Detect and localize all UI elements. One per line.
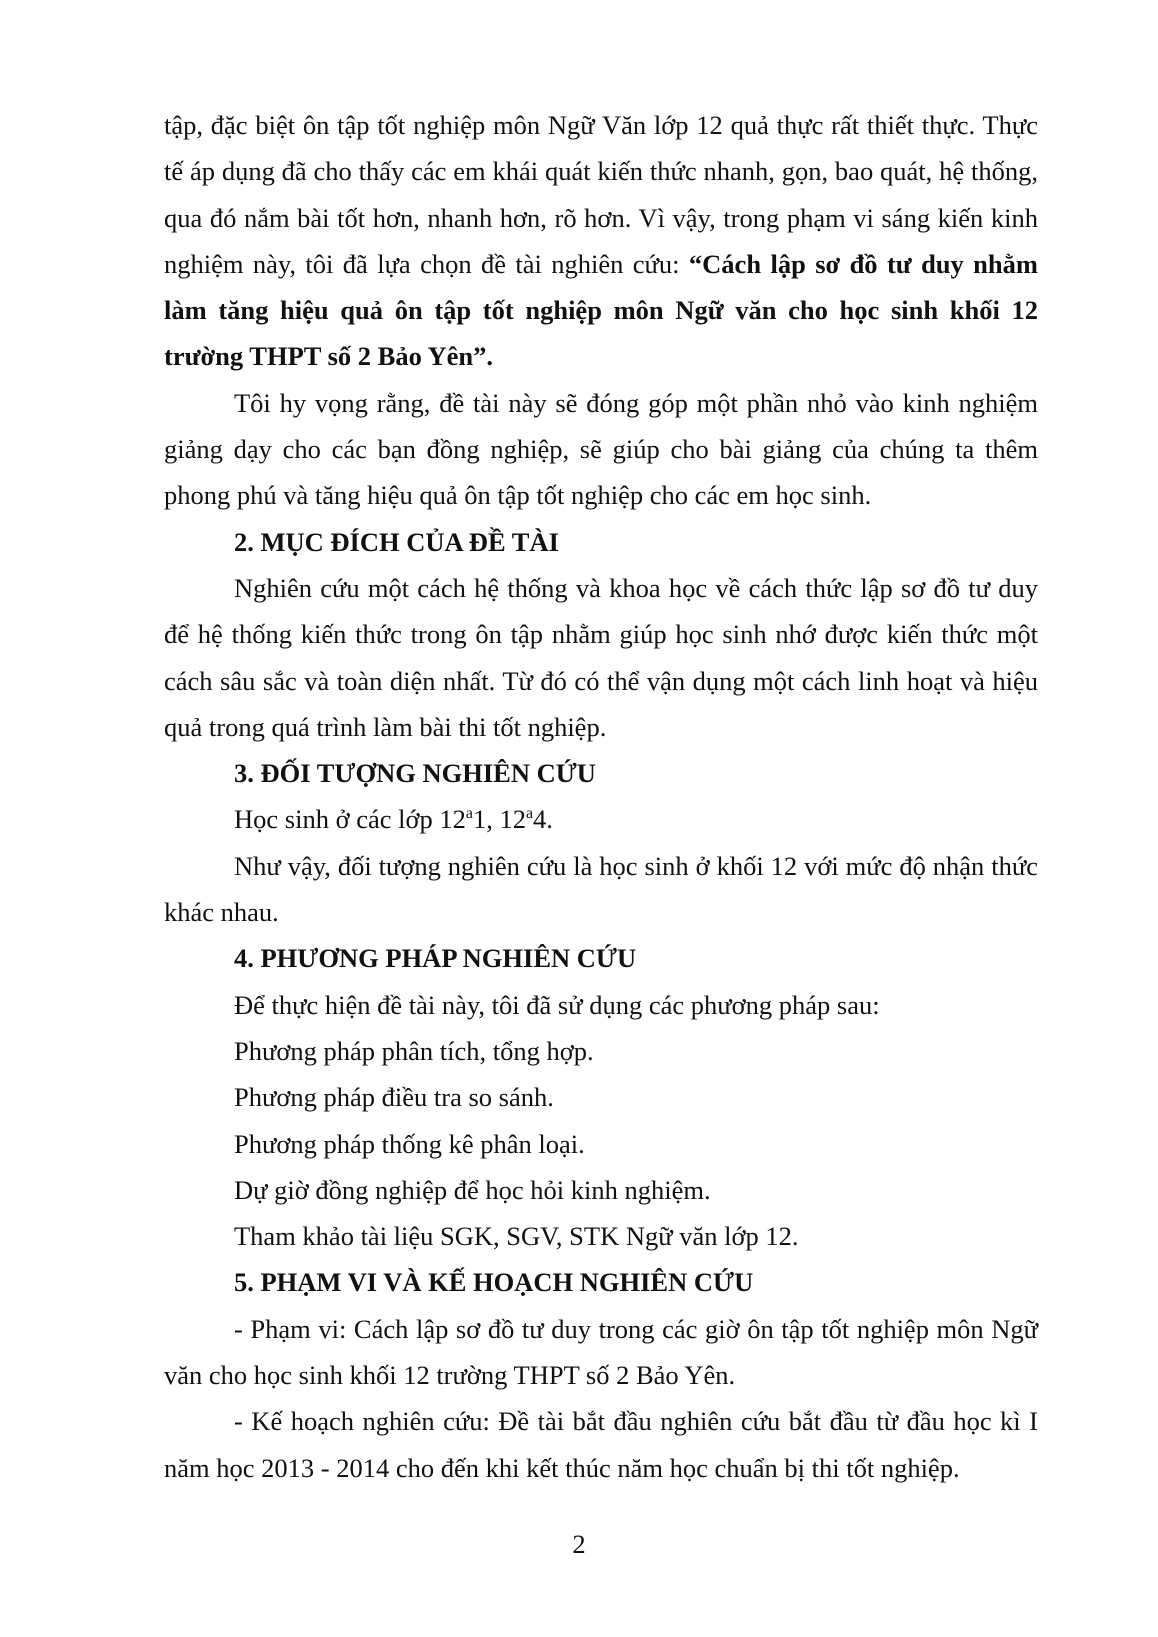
method-item: Dự giờ đồng nghiệp để học hỏi kinh nghiệm. (234, 1174, 711, 1205)
topic-title: “Cách lập sơ đồ tư duy nhằm làm tăng hiệu quả ôn tập tốt nghiệp môn Ngữ văn cho học sinh khối 12 trường THPT số 2 Bảo Yên”. (164, 248, 1038, 372)
class2-sup: a (525, 805, 533, 823)
class1-sup: a (465, 805, 473, 823)
intro-paragraph (164, 102, 1038, 380)
section-4-heading: 4. PHƯƠNG PHÁP NGHIÊN CỨU (234, 943, 637, 974)
intro-lead-text: tập, đặc biệt ôn tập tốt nghiệp môn Ngữ Văn lớp 12 quả thực rất thiết thực. Thực tế áp dụng đã cho thấy các em khái quát kiến thức nhanh, gọn, bao quát, hệ thống, qua đó nắm bài tốt hơn, nhanh hơn, rõ hơn. Vì vậy, trong phạm vi sáng kiến kinh nghiệm này, tôi đã lựa chọn đề tài nghiên cứu: (164, 110, 1038, 279)
section-5-scope: - Phạm vi: Cách lập sơ đồ tư duy trong các giờ ôn tập tốt nghiệp môn Ngữ văn cho học sinh khối 12 trường THPT số 2 Bảo Yên. (164, 1313, 1038, 1391)
section-4-intro: Để thực hiện đề tài này, tôi đã sử dụng các phương pháp sau: (234, 989, 880, 1020)
method-item: Tham khảo tài liệu SGK, SGV, STK Ngữ văn lớp 12. (234, 1221, 799, 1252)
hope-paragraph: Tôi hy vọng rằng, đề tài này sẽ đóng góp một phần nhỏ vào kinh nghiệm giảng dạy cho các bạn đồng nghiệp, sẽ giúp cho bài giảng của chúng ta thêm phong phú và tăng hiệu quả ôn tập tốt nghiệp cho các em học sinh. (164, 387, 1038, 511)
classes-prefix: Học sinh ở các lớp 12 (234, 804, 466, 835)
section-3-body: Như vậy, đối tượng nghiên cứu là học sinh ở khối 12 với mức độ nhận thức khác nhau. (164, 850, 1038, 928)
page-content (164, 102, 1038, 1491)
class2-suffix: 4. (533, 804, 553, 835)
section-5-plan: - Kế hoạch nghiên cứu: Đề tài bắt đầu nghiên cứu bắt đầu từ đầu học kì I năm học 2013 - 2014 cho đến khi kết thúc năm học chuẩn bị thi tốt nghiệp. (164, 1406, 1038, 1483)
method-item: Phương pháp phân tích, tổng hợp. (234, 1035, 594, 1066)
section-3-heading: 3. ĐỐI TƯỢNG NGHIÊN CỨU (234, 758, 596, 789)
method-item: Phương pháp điều tra so sánh. (234, 1082, 554, 1113)
section-3-classes (164, 796, 1038, 842)
section-2-body: Nghiên cứu một cách hệ thống và khoa học về cách thức lập sơ đồ tư duy để hệ thống kiến thức trong ôn tập nhằm giúp học sinh nhớ được kiến thức một cách sâu sắc và toàn diện nhất. Từ đó có thể vận dụng một cách linh hoạt và hiệu quả trong quá trình làm bài thi tốt nghiệp. (164, 572, 1038, 742)
method-item: Phương pháp thống kê phân loại. (234, 1128, 585, 1159)
page-number: 2 (572, 1529, 586, 1559)
section-2-heading: 2. MỤC ĐÍCH CỦA ĐỀ TÀI (234, 526, 559, 557)
section-5-heading: 5. PHẠM VI VÀ KẾ HOẠCH NGHIÊN CỨU (234, 1267, 754, 1298)
class1-suffix: 1, 12 (472, 804, 526, 835)
